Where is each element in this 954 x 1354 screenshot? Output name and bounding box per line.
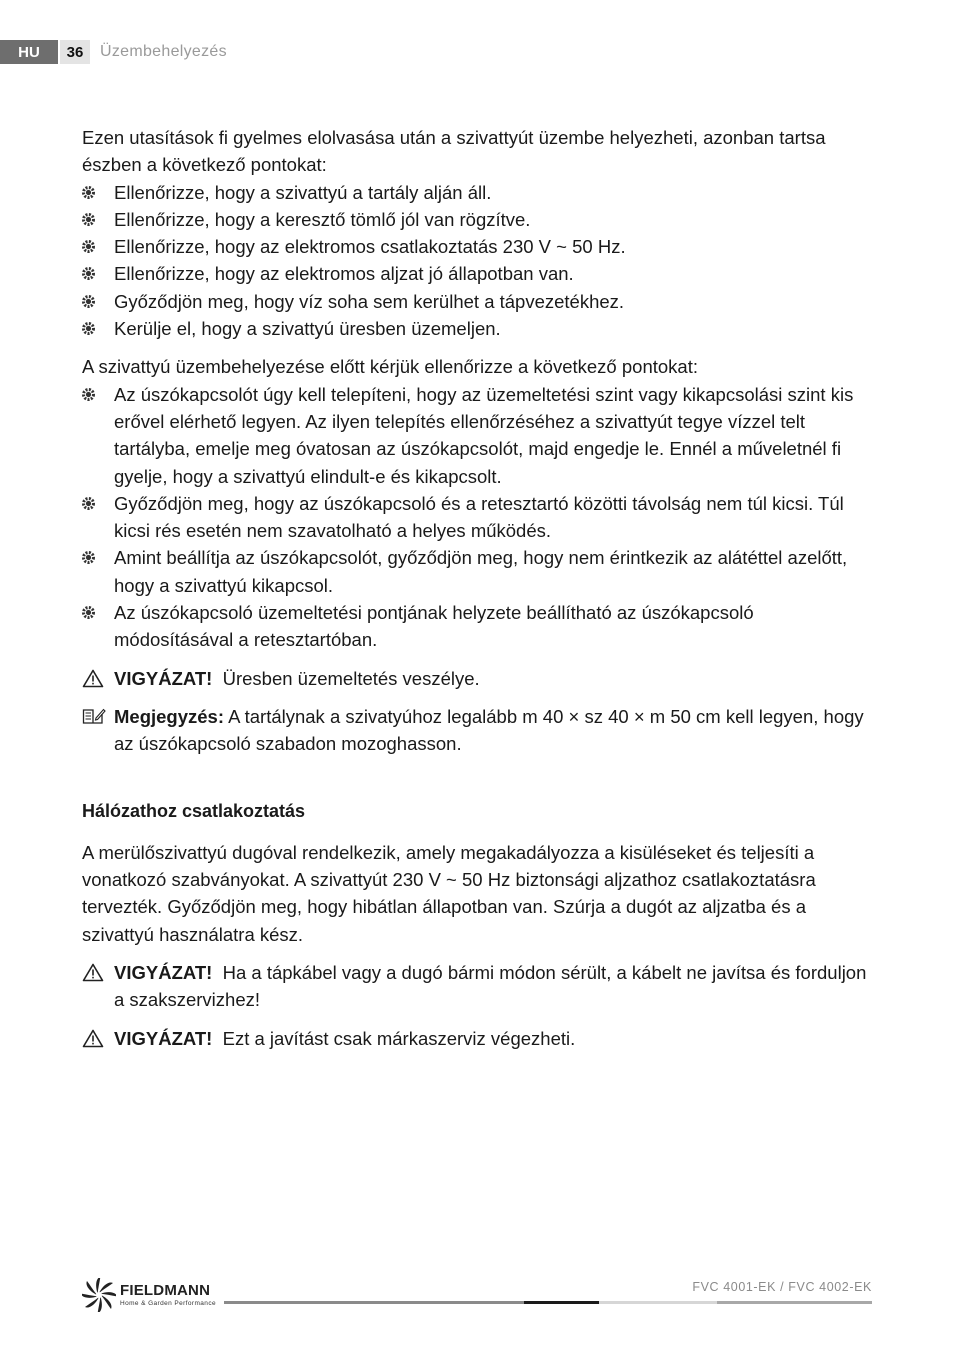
gear-bullet-icon bbox=[82, 497, 95, 510]
brand-logo bbox=[82, 1278, 222, 1312]
warning-dry-run bbox=[82, 665, 876, 692]
warning-service bbox=[82, 1025, 876, 1052]
language-tab: HU bbox=[0, 40, 58, 64]
list-item: Győződjön meg, hogy az úszókapcsoló és a retesztartó közötti távolság nem túl kicsi. Túl kicsi rés esetén nem szavatolható a helyes működés. bbox=[82, 490, 876, 545]
list-item: Ellenőrizze, hogy az elektromos aljzat jó állapotban van. bbox=[82, 260, 876, 287]
gear-bullet-icon bbox=[82, 213, 95, 226]
brand-tagline: Home & Garden Performance bbox=[120, 1300, 216, 1307]
warning-triangle-icon bbox=[82, 1029, 104, 1048]
warning-triangle-icon bbox=[82, 963, 104, 982]
gear-bullet-icon bbox=[82, 551, 95, 564]
footer-line-dark bbox=[524, 1301, 599, 1304]
fieldmann-fan-logo bbox=[82, 1278, 116, 1312]
footer-line-gray bbox=[224, 1301, 524, 1304]
note-label: Megjegyzés: bbox=[114, 705, 225, 727]
list-item: Az úszókapcsoló üzemeltetési pontjának helyzete beállítható az úszókapcsoló módosításával a retesztartóban. bbox=[82, 599, 876, 654]
warning-label: VIGYÁZAT! bbox=[114, 962, 213, 984]
gear-bullet-icon bbox=[82, 186, 95, 199]
list-item: Ellenőrizze, hogy az elektromos csatlakoztatás 230 V ~ 50 Hz. bbox=[82, 233, 876, 260]
note-book-icon bbox=[82, 706, 106, 726]
list-item: Ellenőrizze, hogy a szivattyú a tartály alján áll. bbox=[82, 179, 876, 206]
warning-label: VIGYÁZAT! bbox=[114, 1027, 213, 1049]
gear-bullet-icon bbox=[82, 606, 95, 619]
warning-text: Üresben üzemeltetés veszélye. bbox=[222, 667, 480, 689]
page-content bbox=[82, 124, 876, 1052]
gear-bullet-icon bbox=[82, 295, 95, 308]
page-number: 36 bbox=[60, 40, 90, 64]
connection-paragraph: A merülőszivattyú dugóval rendelkezik, amely megakadályozza a kisüléseket és teljesíti a vonatkozó szabványokat. A szivattyút 230 V ~ 50 Hz biztonsági aljzathoz csatlakoztatásra tervezték. Győződjön meg, hogy hibátlan állapotban van. Szúrja a dugót az aljzatba és a szivattyú használatra kész. bbox=[82, 841, 816, 945]
gear-bullet-icon bbox=[82, 388, 95, 401]
intro-list bbox=[82, 179, 876, 343]
section-title: Üzembehelyezés bbox=[100, 43, 227, 60]
model-number: FVC 4001-EK / FVC 4002-EK bbox=[692, 1280, 872, 1294]
page-header bbox=[0, 40, 227, 64]
before-paragraph: A szivattyú üzembehelyezése előtt kérjük ellenőrizze a következő pontokat: bbox=[82, 356, 698, 378]
warning-cable bbox=[82, 959, 876, 1014]
list-item: Az úszókapcsolót úgy kell telepíteni, hogy az üzemeltetési szint vagy kikapcsolási szint kis erővel elérhető legyen. Az ilyen telepítés ellenőrzéséhez a szivattyút tegye vízzel telt tartályba, emelje meg óvatosan az úszókapcsolót, majd engedje le. Ennél a műveletnél fi gyelje, hogy a szivattyú elindult-e és kikapcsolt. bbox=[82, 381, 876, 490]
gear-bullet-icon bbox=[82, 267, 95, 280]
brand-name: FIELDMANN bbox=[120, 1282, 211, 1299]
section-heading: Hálózathoz csatlakoztatás bbox=[82, 800, 306, 821]
before-list bbox=[82, 381, 876, 654]
gear-bullet-icon bbox=[82, 240, 95, 253]
list-item: Győződjön meg, hogy víz soha sem kerülhet a tápvezetékhez. bbox=[82, 288, 876, 315]
note-block bbox=[82, 703, 876, 758]
footer-line-light bbox=[599, 1301, 717, 1304]
warning-text: Ha a tápkábel vagy a dugó bármi módon sérült, a kábelt ne javítsa és forduljon a szakszervizhez! bbox=[114, 962, 867, 1011]
warning-label: VIGYÁZAT! bbox=[114, 667, 213, 689]
warning-text: Ezt a javítást csak márkaszerviz végezheti. bbox=[222, 1027, 576, 1049]
note-text: A tartálynak a szivatyúhoz legalább m 40 × sz 40 × m 50 cm kell legyen, hogy az úszókapcsoló szabadon mozoghasson. bbox=[114, 705, 864, 755]
list-item: Amint beállítja az úszókapcsolót, győződjön meg, hogy nem érintkezik az alátéttel azelőtt, hogy a szivattyú kikapcsol. bbox=[82, 544, 876, 599]
warning-triangle-icon bbox=[82, 669, 104, 688]
list-item: Ellenőrizze, hogy a keresztő tömlő jól van rögzítve. bbox=[82, 206, 876, 233]
gear-bullet-icon bbox=[82, 322, 95, 335]
intro-paragraph: Ezen utasítások fi gyelmes elolvasása után a szivattyút üzembe helyezheti, azonban tartsa észben a következő pontokat: bbox=[82, 127, 826, 176]
list-item: Kerülje el, hogy a szivattyú üresben üzemeljen. bbox=[82, 315, 876, 342]
footer-line-mid bbox=[717, 1301, 872, 1304]
